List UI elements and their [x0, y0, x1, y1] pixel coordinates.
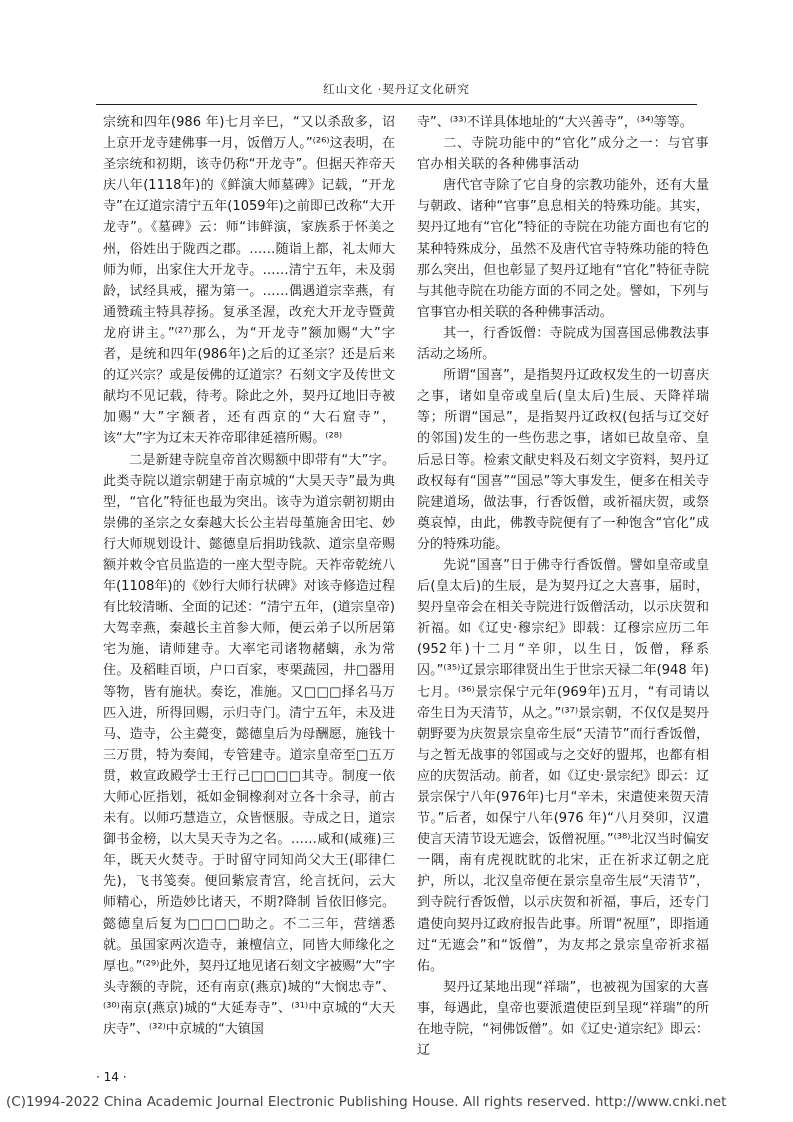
page-number: · 14 · — [96, 1070, 127, 1084]
paragraph: 寺”、⁽³³⁾不详具体地址的“大兴善寺”，⁽³⁴⁾等等。 — [417, 115, 693, 130]
paragraph: 所谓“国喜”，是指契丹辽政权发生的一切喜庆之事，诸如皇帝或皇后(皇太后)生辰、天降祥瑞等；所谓“国忌”，是指契丹辽政权(包括与辽交好的邻国)发生的一些伤悲之事，诸如已故皇帝、皇后忌日等。检索文献史料及石刻文字资料，契丹辽政权每有“国喜”“国忌”等大事发生，便多在相关寺院建道场，做法事，行香饭僧，或祈福庆贺，或祭奠哀悼，由此，佛教寺院便有了一种饱含“官化”成分的特殊功能。 — [417, 368, 709, 552]
paragraph: 二是新建寺院皇帝首次赐额中即带有“大”字。此类寺院以道宗朝建于南京城的“大昊天寺”最为典型，“官化”特征也最为突出。该寺为道宗朝初期由崇佛的圣宗之女秦越大长公主岩母堇施舍田宅、妙行大师规划设计、懿德皇后捐助钱款、道宗皇帝赐额并敕令官员监造的一座大型寺院。天祚帝乾统八年(1108年)的《妙行大师行状碑》对该寺修造过程有比较清晰、全面的记述：“清宁五年，(道宗皇帝)大驾幸燕，秦越长主首参大师，便云弟子以所居第宅为施，请师建寺。大率宅司诸物赭螭，永为常住。及稻畦百顷，户口百家，枣栗蔬园，井□器用等物，皆有施状。奏讫，准施。又□□□择名马万匹入进，所得回赐，示归寺门。清宁五年，未及进马、造寺，公主薨变，懿德皇后为母酬愿，施钱十三万贯，特为奏闻，专管建寺。道宗皇帝至□五万贯，敕宣政殿学士王行己□□□□其寺。制度一依大师心匠指划，祗如金铜橡刹对立各十余寻，前古未有。以师巧慧造立，众皆惬服。寺成之日，道宗御书金榜，以大昊天寺为之名。……咸和(咸雍)三年，既天火焚寺。于时留守同知尚父大王(耶律仁先)，飞书笺奏。便回紫宸青宫，纶言抚问，云大师精心，所造妙比诸天，不期?降制 旨依旧修完。懿德皇后复为□□□□助之。不二三年，营缮悉就。虽国家两次造寺，兼檀信立，同皆大师缘化之厚也。”⁽²⁹⁾此外，契丹辽地见诸石刻文字被赐“大”字头寺额的寺院，还有南京(燕京)城的“大悯忠寺”、⁽³⁰⁾南京(燕京)城的“大延寿寺”、⁽³¹⁾中京城的“大天庆寺”、⁽³²⁾中京城的“大镇国 — [103, 452, 395, 1038]
paragraph: 先说“国喜”日于佛寺行香饭僧。譬如皇帝或皇后(皇太后)的生辰，是为契丹辽之大喜事，届时，契丹皇帝会在相关寺院进行饭僧活动，以示庆贺和祈福。如《辽史·穆宗纪》即载：辽穆宗应历二年(952年)十二月“辛卯，以生日，饭僧，释系囚。”⁽³⁵⁾辽景宗耶律贤出生于世宗天禄二年(948 年)七月。⁽³⁶⁾景宗保宁元年(969年)五月，“有司请以帝生日为天清节，从之。”⁽³⁷⁾景宗朝，不仅仅是契丹朝野要为庆贺景宗皇帝生辰“天清节”而行香饭僧，与之暂无战事的邻国或与之交好的盟邦，也都有相应的庆贺活动。前者，如《辽史·景宗纪》即云：辽景宗保宁八年(976年)七月“辛未，宋遣使来贺天清节。”后者，如保宁八年(976 年)“八月癸卯，汉遣使言天清节设无遮会，饭僧祝厘。”⁽³⁸⁾北汉当时偏安一隅，南有虎视眈眈的北宋，正在祈求辽朝之庇护，所以，北汉皇帝便在景宗皇帝生辰“天清节”，到寺院行香饭僧，以示庆贺和祈福，事后，还专门遣使向契丹辽政府报告此事。所谓“祝厘”，即指通过“无遮会”和“饭僧”，为友邦之景宗皇帝祈求福佑。 — [417, 557, 709, 974]
header-rule — [96, 104, 697, 105]
running-header-title: 红山文化 ·契丹辽文化研究 — [323, 82, 470, 96]
left-text-column — [103, 112, 395, 1040]
paragraph: 唐代官寺除了它自身的宗教功能外，还有大量与朝政、诸种“官事”息息相关的特殊功能。其实，契丹辽地有“官化”特征的寺院在功能方面也有它的某种特殊成分，虽然不及唐代官寺特殊功能的特色那么突出，但也彰显了契丹辽地有“官化”特征寺院与其他寺院在功能方面的不同之处。譬如，下列与官事官办相关联的各种佛事活动。 — [417, 178, 709, 320]
section-heading: 二、寺院功能中的“官化”成分之一：与官事官办相关联的各种佛事活动 — [417, 136, 709, 173]
copyright-footer: (C)1994-2022 China Academic Journal Electronic Publishing House. All rights reserved. http://www.cnki.net — [6, 1094, 727, 1110]
right-text-column — [417, 112, 709, 1061]
subsection-heading: 其一，行香饭僧：寺院成为国喜国忌佛教法事活动之场所。 — [417, 325, 709, 363]
paragraph: 契丹辽某地出现“祥瑞”，也被视为国家的大喜事，每遇此，皇帝也要派遣使臣到呈现“祥瑞”的所在地寺院，“祠佛饭僧”。如《辽史·道宗纪》即云：辽 — [417, 979, 709, 1059]
paragraph: 宗统和四年(986 年)七月辛巳，“又以杀敌多，诏上京开龙寺建佛事一月，饭僧万人。”⁽²⁶⁾这表明，在圣宗统和初期，该寺仍称“开龙寺”。但据天祚帝天庆八年(1118年)的《鲜演大师墓碑》记载，“开龙寺”在辽道宗清宁五年(1059年)之前即已改称“大开龙寺”。《墓碑》云：师“讳鲜演，家族系于怀美之州，俗姓出于陇西之郡。……随诣上都，礼太师大师为师，出家住大开龙寺。……清宁五年，未及弱龄，试经具戒，擢为第一。……偶遇道宗幸燕，有通赞疏主特具荐扬。复承圣渥，改充大开龙寺暨黄龙府讲主。”⁽²⁷⁾那么，为“开龙寺”额加赐“大”字者，是统和四年(986年)之后的辽圣宗？还是后来的辽兴宗？或是佞佛的辽道宗？石刻文字及传世文献均不见记载，待考。除此之外，契丹辽地旧寺被加赐“大”字额者，还有西京的“大石窟寺”，该“大”字为辽末天祚帝耶律延禧所赐。⁽²⁸⁾ — [103, 115, 395, 447]
